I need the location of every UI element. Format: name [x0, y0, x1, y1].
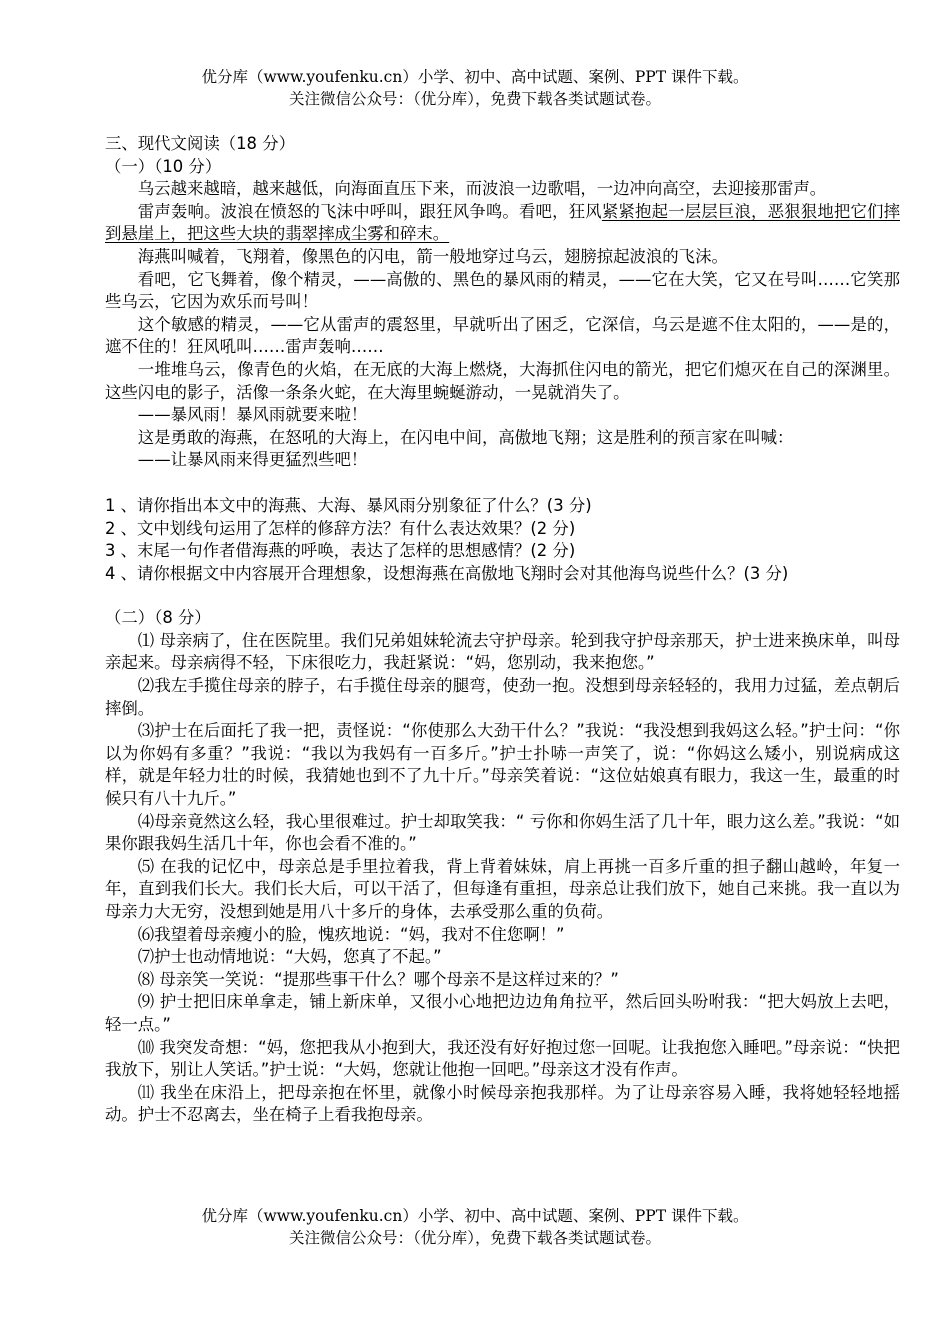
part-one-paragraph-6: 一堆堆乌云，像青色的火焰，在无底的大海上燃烧，大海抓住闪电的箭光，把它们熄灭在自己的深渊里。这些闪电的影子，活像一条条火蛇，在大海里蜿蜒游动，一晃就消失了。 — [105, 359, 900, 402]
part-two-paragraph-4: ⑷母亲竟然这么轻，我心里很难过。护士却取笑我：“ 亏你和你妈生活了几十年，眼力这么差。”我说：“如果你跟我妈生活几十年，你也会看不准的。” — [105, 811, 900, 854]
underlined-sentence: 紧紧抱起一层层巨浪，恶狠狠地把它们摔到悬崖上，把这些大块的翡翠摔成尘雾和碎末。 — [105, 201, 901, 244]
part-two-paragraph-3: ⑶护士在后面托了我一把，责怪说：“你使那么大劲干什么？”我说：“我没想到我妈这么轻。”护士问：“你以为你妈有多重？”我说：“我以为我妈有一百多斤。”护士扑哧一声笑了，说：“你妈这么矮小，别说病成这样，就是年轻力壮的时候，我猜她也到不了九十斤。”母亲笑着说：“这位姑娘真有眼力，我这一生，最重的时候只有八十九斤。” — [105, 721, 900, 809]
question-4: 4 、请你根据文中内容展开合理想象，设想海燕在高傲地飞翔时会对其他海鸟说些什么？(3 分) — [105, 563, 789, 583]
part-one-paragraph-8: 这是勇敢的海燕，在怒吼的大海上，在闪电中间，高傲地飞翔；这是胜利的预言家在叫喊： — [137, 427, 794, 447]
question-2: 2 、文中划线句运用了怎样的修辞方法？有什么表达效果？(2 分) — [105, 518, 576, 538]
part-two-paragraph-5: ⑸ 在我的记忆中，母亲总是手里拉着我，背上背着妹妹，肩上再挑一百多斤重的担子翻山越岭，年复一年，直到我们长大。我们长大后，可以干活了，但每逢有重担，母亲总让我们放下，她自己来挑。我一直以为母亲力大无穷，没想到她是用八十多斤的身体，去承受那么重的负荷。 — [105, 856, 900, 921]
part-two-paragraph-9: ⑼ 护士把旧床单拿走，铺上新床单，又很小心地把边边角角拉平，然后回头吩咐我：“把大妈放上去吧，轻一点。” — [105, 992, 900, 1034]
part-one-paragraph-4: 看吧，它飞舞着，像个精灵，——高傲的、黑色的暴风雨的精灵，——它在大笑，它又在号叫……它笑那些乌云，它因为欢乐而号叫！ — [105, 269, 900, 312]
document-body — [105, 133, 900, 1127]
part-one-paragraph-2 — [105, 201, 900, 246]
question-3: 3 、末尾一句作者借海燕的呼唤，表达了怎样的思想感情？(2 分) — [105, 541, 576, 561]
page-footer — [0, 1205, 950, 1249]
footer-line-2: 关注微信公众号：（优分库），免费下载各类试题试卷。 — [288, 1229, 661, 1247]
part-two-paragraph-10: ⑽ 我突发奇想：“妈，您把我从小抱到大，我还没有好好抱过您一回呢。让我抱您入睡吧。”母亲说：“快把我放下，别让人笑话。”护士说：“大妈，您就让他抱一回吧。”母亲这才没有作声。 — [105, 1037, 900, 1080]
part-one-title: （一）（10 分） — [105, 156, 222, 176]
part-two-paragraph-2: ⑵我左手揽住母亲的脖子，右手揽住母亲的腿弯，使劲一抱。没想到母亲轻轻的，我用力过猛，差点朝后摔倒。 — [105, 676, 900, 718]
paragraph-2-plain-text: 雷声轰响。波浪在愤怒的飞沫中呼叫，跟狂风争鸣。看吧，狂风 — [137, 201, 602, 221]
question-1: 1 、请你指出本文中的海燕、大海、暴风雨分别象征了什么？(3 分) — [105, 495, 592, 515]
part-two-paragraph-7: ⑺护士也动情地说：“大妈，您真了不起。” — [137, 947, 442, 967]
footer-line-1: 优分库（www.youfenku.cn）小学、初中、高中试题、案例、PPT 课件下载。 — [201, 1207, 749, 1225]
part-two-paragraph-11: ⑾ 我坐在床沿上，把母亲抱在怀里，就像小时候母亲抱我那样。为了让母亲容易入睡，我将她轻轻地摇动。护士不忍离去，坐在椅子上看我抱母亲。 — [105, 1082, 900, 1125]
section-title: 三、现代文阅读（18 分） — [105, 134, 295, 153]
part-one-paragraph-3: 海燕叫喊着，飞翔着，像黑色的闪电，箭一般地穿过乌云，翅膀掠起波浪的飞沫。 — [137, 246, 728, 266]
header-line-2: 关注微信公众号：（优分库），免费下载各类试题试卷。 — [288, 90, 661, 108]
part-one-paragraph-1: 乌云越来越暗，越来越低，向海面直压下来，而波浪一边歌唱，一边冲向高空，去迎接那雷声。 — [137, 179, 827, 199]
part-one-paragraph-5: 这个敏感的精灵，——它从雷声的震怒里，早就听出了困乏，它深信，乌云是遮不住太阳的，——是的，遮不住的！狂风吼叫……雷声轰响…… — [105, 314, 900, 357]
part-two — [105, 607, 900, 1127]
part-two-paragraph-8: ⑻ 母亲笑一笑说：“提那些事干什么？哪个母亲不是这样过来的？” — [137, 969, 619, 989]
part-two-paragraph-1: ⑴ 母亲病了，住在医院里。我们兄弟姐妹轮流去守护母亲。轮到我守护母亲那天，护士进来换床单，叫母亲起来。母亲病得不轻，下床很吃力，我赶紧说：“妈，您别动，我来抱您。” — [105, 630, 900, 673]
page-header — [0, 66, 950, 110]
part-one-paragraph-7: ——暴风雨！暴风雨就要来啦！ — [137, 405, 368, 425]
part-two-paragraph-6: ⑹我望着母亲瘦小的脸，愧疚地说：“妈，我对不住您啊！” — [137, 924, 565, 944]
header-line-1: 优分库（www.youfenku.cn）小学、初中、高中试题、案例、PPT 课件下载。 — [201, 68, 749, 86]
part-one-paragraph-9: ——让暴风雨来得更猛烈些吧！ — [137, 450, 368, 470]
part-two-title: （二）（8 分） — [105, 608, 211, 628]
